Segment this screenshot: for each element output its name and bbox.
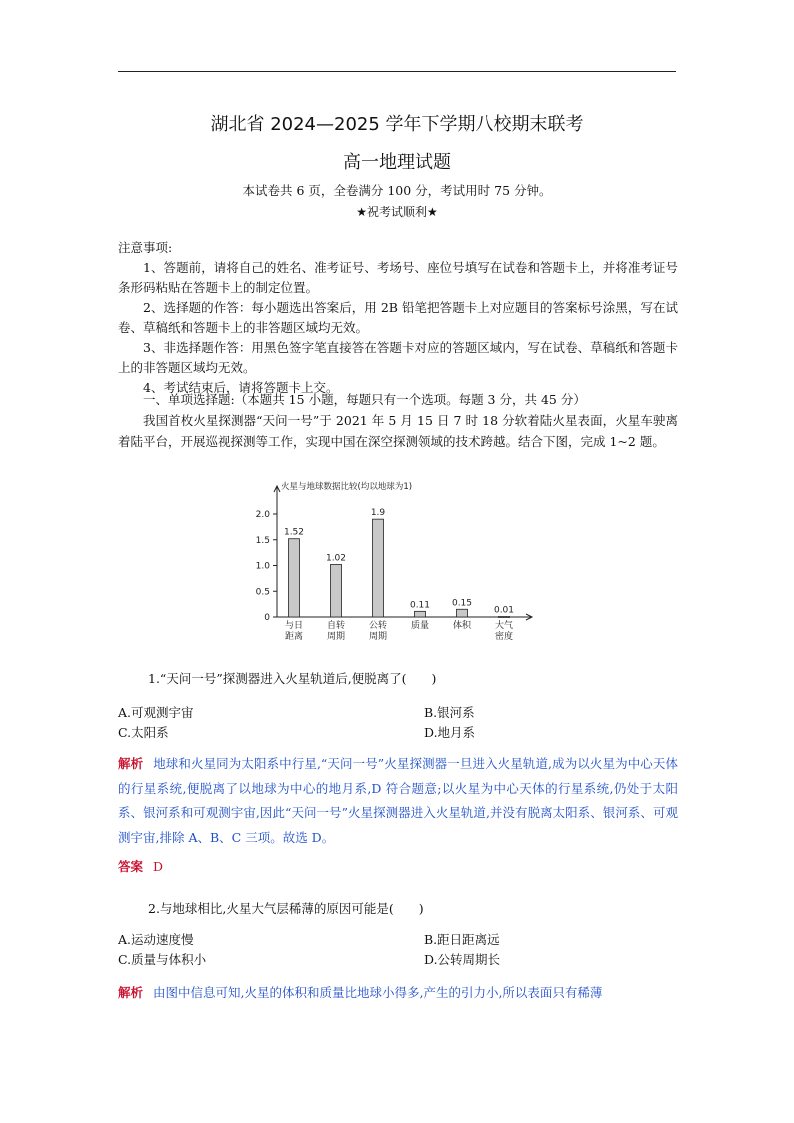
y-tick-label: 2.0: [255, 510, 270, 520]
section-heading: 一、单项选择题:（本题共 15 小题，每题只有一个选项。每题 3 分，共 45 分）: [143, 392, 586, 407]
q2-analysis-text: 由图中信息可知,火星的体积和质量比地球小得多,产生的引力小,所以表面只有稀薄: [153, 985, 603, 1000]
mars-earth-bar-chart: [240, 476, 560, 648]
bar-value-label: 1.9: [370, 508, 386, 519]
x-tick-label: 周期: [368, 632, 388, 642]
bar-value-label: 1.52: [283, 527, 305, 538]
bar: [331, 564, 342, 617]
x-tick-label: 周期: [326, 632, 346, 642]
q2-analysis-label: 解析: [118, 985, 144, 1000]
bar-value-label: 0.15: [451, 598, 473, 609]
notes-item: 3、非选择题作答：用黑色签字笔直接答在答题卡对应的答题区域内，写在试卷、草稿纸和答题卡上的非答题区域均无效。: [118, 340, 678, 375]
q1-stem: 1.“天问一号”探测器进入火星轨道后,便脱离了( ): [148, 671, 437, 686]
q1-answer-label: 答案: [118, 859, 144, 874]
bar: [457, 609, 468, 617]
x-tick-label: 密度: [494, 632, 514, 642]
q1-analysis-label: 解析: [118, 756, 144, 771]
exam-info: 本试卷共 6 页，全卷满分 100 分，考试用时 75 分钟。: [242, 183, 552, 198]
x-tick-label: 公转: [368, 621, 388, 631]
section-intro: 我国首枚火星探测器“天问一号”于 2021 年 5 月 15 日 7 时 18 分软着陆火星表面，火星车驶离着陆平台，开展巡视探测等工作，实现中国在深空探测领域的技术跨越。结合下图，完成 1~2 题。: [118, 413, 678, 449]
notes-item: 4、考试结束后，请将答题卡上交。: [143, 380, 339, 395]
notes-block: [118, 238, 678, 398]
exam-wish: ★祝考试顺利★: [356, 205, 438, 219]
exam-title: 湖北省 2024—2025 学年下学期八校期末联考: [210, 114, 584, 135]
q1-analysis: [118, 752, 678, 850]
q1-option-a: A.可观测宇宙: [118, 705, 194, 720]
x-tick-label: 体积: [452, 621, 472, 631]
y-tick-label: 1.5: [255, 535, 270, 546]
bar: [499, 616, 510, 617]
q2-analysis: [118, 981, 678, 1006]
bar-value-label: 0.11: [409, 600, 431, 611]
notes-item: 2、选择题的作答：每小题选出答案后，用 2B 铅笔把答题卡上对应题目的答案标号涂黑，写在试卷、草稿纸和答题卡上的非答题区域均无效。: [118, 300, 678, 335]
y-tick-label: 1.0: [255, 561, 270, 572]
q1-option-d: D.地月系: [424, 725, 476, 740]
x-tick-label: 质量: [410, 621, 430, 631]
y-tick-label: 0: [264, 613, 270, 623]
q1-answer-value: D: [153, 859, 164, 874]
header-rule: [118, 71, 676, 72]
x-tick-label: 与日: [284, 621, 304, 631]
q2-option-b: B.距日距离远: [424, 932, 500, 947]
q1-option-c: C.太阳系: [118, 725, 169, 740]
q1-analysis-text: 地球和火星同为太阳系中行星,“天问一号”火星探测器一旦进入火星轨道,成为以火星为中心天体的行星系统,便脱离了以地球为中心的地月系,D 符合题意;以火星为中心天体的行星系统,仍处于太阳系、银河系和可观测宇宙,因此“天问一号”火星探测器进入火星轨道,并没有脱离太阳系、银河系、可观测宇宙,排除 A、B、C 三项。故选 D。: [118, 756, 678, 845]
exam-subtitle: 高一地理试题: [343, 152, 451, 173]
q2-stem: 2.与地球相比,火星大气层稀薄的原因可能是( ): [148, 901, 424, 916]
q1-option-b: B.银河系: [424, 705, 475, 720]
q1-answer: [118, 856, 678, 877]
q2-option-d: D.公转周期长: [424, 952, 501, 967]
q2-option-a: A.运动速度慢: [118, 932, 194, 947]
notes-item: 1、答题前，请将自己的姓名、准考证号、考场号、座位号填写在试卷和答题卡上，并将准考证号条形码粘贴在答题卡上的制定位置。: [118, 260, 678, 295]
x-tick-label: 大气: [494, 621, 514, 631]
bar: [289, 539, 300, 617]
y-tick-label: 0.5: [255, 587, 270, 598]
notes-heading: 注意事项:: [118, 240, 173, 255]
chart-title: 火星与地球数据比较(均以地球为1): [281, 482, 413, 492]
bar: [373, 519, 384, 617]
x-tick-label: 距离: [284, 632, 304, 642]
bar: [415, 611, 426, 617]
bar-value-label: 1.02: [325, 553, 347, 564]
q2-option-c: C.质量与体积小: [118, 952, 207, 967]
x-tick-label: 自转: [326, 621, 346, 631]
bar-value-label: 0.01: [493, 605, 515, 616]
